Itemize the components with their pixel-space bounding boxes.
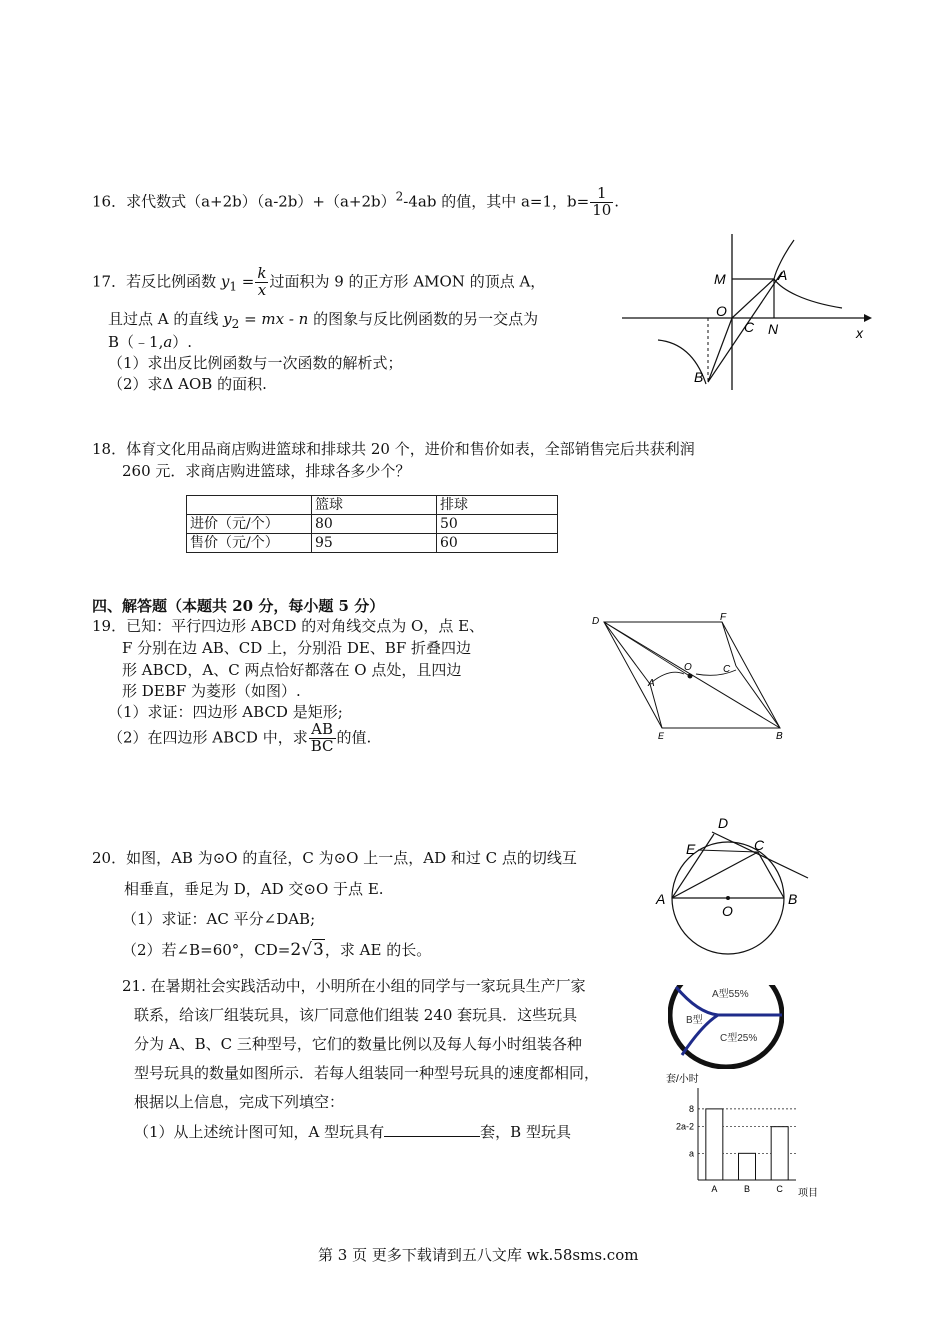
q21-answer-blank[interactable] — [384, 1122, 480, 1137]
q19-fold-do — [604, 622, 688, 675]
q17-sub2: （2）求Δ AOB 的面积. — [108, 375, 267, 393]
q19-label-d: D — [592, 616, 600, 627]
q20-line2: 相垂直，垂足为 D，AD 交⊙O 于点 E. — [124, 880, 384, 898]
q17-label-m: M — [714, 271, 726, 287]
q18-number: 18． — [92, 440, 127, 458]
chart-xtick-label: C — [776, 1184, 783, 1194]
q20-label-d: D — [718, 815, 729, 831]
q17-y2: y — [223, 310, 232, 328]
q21-number: 21. — [122, 977, 146, 995]
q19-point-o — [688, 674, 693, 679]
section4-title: 四、解答题（本题共 20 分，每小题 5 分） — [92, 597, 385, 615]
q17-line1 — [92, 266, 545, 299]
q17-line-ob — [708, 318, 732, 382]
q17-k: k — [257, 264, 267, 282]
q21-line1 — [122, 977, 586, 995]
q21-sub1a: （1）从上述统计图可知，A 型玩具有 — [134, 1123, 385, 1141]
q19-sub2b: 的值. — [336, 728, 372, 747]
q16-text: 求代数式（a+2b）（a-2b）+（a+2b） — [126, 192, 396, 211]
q16-number: 16． — [92, 192, 127, 211]
chart-xlabel: 项目 — [798, 1188, 818, 1199]
q21-sub1 — [134, 1122, 571, 1141]
q17-k-over-x — [255, 266, 268, 299]
table-cell: 50 — [437, 515, 558, 534]
q21-line2: 联系，给该厂组装玩具，该厂同意他们组装 240 套玩具．这些玩具 — [134, 1006, 578, 1024]
q20-label-o: O — [722, 903, 733, 919]
q20-label-c: C — [754, 837, 765, 853]
q21-sub1b: 套，B 型玩具 — [480, 1123, 571, 1141]
q19-sub2a: （2）在四边形 ABCD 中，求 — [108, 728, 308, 747]
q19-frac-den: BC — [310, 736, 334, 755]
q17-line-oa — [732, 279, 774, 318]
q16-frac-num: 1 — [596, 184, 607, 202]
table-cell: 60 — [437, 534, 558, 553]
chart-xtick-label: B — [743, 1184, 751, 1194]
q21-line5: 根据以上信息，完成下列填空： — [134, 1093, 345, 1111]
q16-sup: 2 — [395, 189, 404, 204]
table-row — [187, 515, 558, 534]
q20-sub2 — [122, 940, 431, 960]
chart-bar-B — [739, 1153, 756, 1180]
q19-sub1: （1）求证：四边形 ABCD 是矩形; — [108, 703, 343, 721]
q17-line2 — [108, 310, 538, 331]
q17-label-x: x — [856, 325, 863, 341]
q20-label-a: A — [656, 891, 666, 907]
q20-line1 — [92, 849, 577, 867]
q19-label-f: F — [720, 612, 727, 623]
q19-sub2 — [108, 722, 371, 755]
q19-fold-de-2 — [650, 684, 662, 728]
q18-line1 — [92, 440, 695, 458]
q16-frac-den: 10 — [592, 200, 612, 219]
q19-label-e: E — [658, 731, 665, 741]
q19-label-b: B — [776, 731, 783, 742]
q19-frac-num: AB — [311, 720, 334, 738]
table-header-cell: 篮球 — [312, 496, 437, 515]
q21-bar-chart — [664, 1070, 826, 1202]
q20-center-o — [726, 896, 730, 900]
q21-line4: 型号玩具的数量如图所示．若每人组装同一种型号玩具的速度都相同， — [134, 1064, 600, 1082]
chart-ytick-label: 8 — [688, 1103, 694, 1114]
page-footer: 第 3 页 更多下载请到五八文库 wk.58sms.com — [318, 1246, 639, 1264]
q20-sub2b: ，求 AE 的长。 — [324, 941, 432, 959]
q17-line2-expr: = mx - n — [244, 310, 309, 328]
q20-label-b: B — [788, 891, 798, 907]
q16-end: . — [614, 192, 620, 211]
pie-label-c: C型25% — [720, 1033, 758, 1044]
q19-fold-de-1 — [604, 622, 650, 684]
chart-bar-A — [706, 1109, 723, 1180]
table-cell: 售价（元/个） — [187, 534, 312, 553]
q16-fraction — [590, 186, 613, 219]
q17-label-n: N — [768, 321, 779, 337]
table-cell: 进价（元/个） — [187, 515, 312, 534]
q17-y1-sub: 1 — [229, 279, 238, 294]
table-cell: 80 — [312, 515, 437, 534]
q21-line1-text: 在暑期社会实践活动中，小明所在小组的同学与一家玩具生产厂家 — [150, 977, 586, 995]
q17-line3 — [108, 333, 192, 351]
q20-sub2a: （2）若∠B=60°，CD= — [122, 941, 291, 959]
q20-sub1: （1）求证：AC 平分∠DAB; — [122, 910, 316, 928]
chart-ytick-label: a — [688, 1148, 694, 1159]
chart-ylabel: 套/小时 — [666, 1074, 699, 1085]
q20-figure — [652, 812, 812, 972]
q17-sub1: （1）求出反比例函数与一次函数的解析式； — [108, 354, 403, 372]
q19-figure — [590, 612, 796, 742]
q17-line3-text: B（﹣1, — [108, 333, 164, 351]
chart-bar-C — [771, 1127, 788, 1180]
chart-ytick-label: 2a-2 — [675, 1121, 694, 1132]
q20-line-cb — [758, 852, 784, 898]
q17-label-b: B — [694, 369, 704, 385]
q16 — [92, 186, 619, 219]
q20-label-e: E — [686, 841, 696, 857]
q17-number: 17． — [92, 272, 127, 291]
q17-x: x — [255, 282, 268, 299]
q20-number: 20． — [92, 849, 127, 867]
q18-price-table — [186, 495, 558, 553]
q19-label-o: O — [684, 662, 692, 673]
pie-label-b: B型 — [686, 1015, 703, 1026]
q19-fraction — [309, 722, 336, 755]
pie-label-a: A型55% — [712, 989, 749, 1000]
q21-line3: 分为 A、B、C 三种型号，它们的数量比例以及每人每小时组装各种 — [134, 1035, 582, 1053]
q17-label-a: A — [778, 267, 788, 283]
q20-line1-text: 如图，AB 为⊙O 的直径，C 为⊙O 上一点，AD 和过 C 点的切线互 — [126, 849, 577, 867]
q17-line2b: 的图象与反比例函数的另一交点为 — [313, 310, 539, 328]
q19-arrow-a — [652, 672, 684, 682]
q17-label-o: O — [716, 303, 727, 319]
q17-line3-end: ）. — [172, 333, 193, 351]
q17-figure — [618, 232, 874, 392]
table-cell: 95 — [312, 534, 437, 553]
q21-pie-chart — [668, 985, 784, 1069]
q18-line2: 260 元．求商店购进篮球，排球各多少个？ — [122, 462, 411, 480]
q18-line1-text: 体育文化用品商店购进篮球和排球共 20 个，进价和售价如表，全部销售完后共获利润 — [126, 440, 695, 458]
q20-radicand: 3 — [313, 940, 324, 960]
q20-sqrt-sign: √ — [301, 940, 313, 960]
table-header-row — [187, 496, 558, 515]
q17-y2-sub: 2 — [231, 317, 240, 331]
q19-fold-bf-2 — [736, 666, 780, 728]
q19-line3: 形 ABCD，A、C 两点恰好都落在 O 点处，且四边 — [122, 661, 462, 679]
q19-line4: 形 DEBF 为菱形（如图）. — [122, 682, 301, 700]
chart-xtick-label: A — [711, 1184, 718, 1194]
q17-eq: = — [241, 272, 255, 291]
q19-line1 — [92, 617, 484, 635]
q17-label-c: C — [744, 319, 755, 335]
q17-y1: y — [220, 272, 230, 291]
q19-label-c: C — [723, 664, 731, 675]
q19-line2: F 分别在边 AB、CD 上，分别沿 DE、BF 折叠四边 — [122, 639, 472, 657]
q17-line3-a: a — [163, 333, 173, 351]
q20-line-ac — [672, 852, 758, 898]
table-header-cell — [187, 496, 312, 515]
q17-line1a: 若反比例函数 — [126, 272, 217, 291]
q19-label-a: A — [648, 678, 655, 689]
table-header-cell: 排球 — [437, 496, 558, 515]
q17-x-arrow — [864, 314, 872, 322]
q17-line1b: 过面积为 9 的正方形 AMON 的顶点 A， — [269, 272, 546, 291]
q16-text2: -4ab 的值，其中 a=1，b= — [403, 192, 590, 211]
table-row — [187, 534, 558, 553]
q19-number: 19． — [92, 617, 127, 635]
q20-coef: 2 — [290, 940, 302, 960]
q19-line1-text: 已知：平行四边形 ABCD 的对角线交点为 O，点 E、 — [126, 617, 485, 635]
q17-line2a: 且过点 A 的直线 — [108, 310, 219, 328]
